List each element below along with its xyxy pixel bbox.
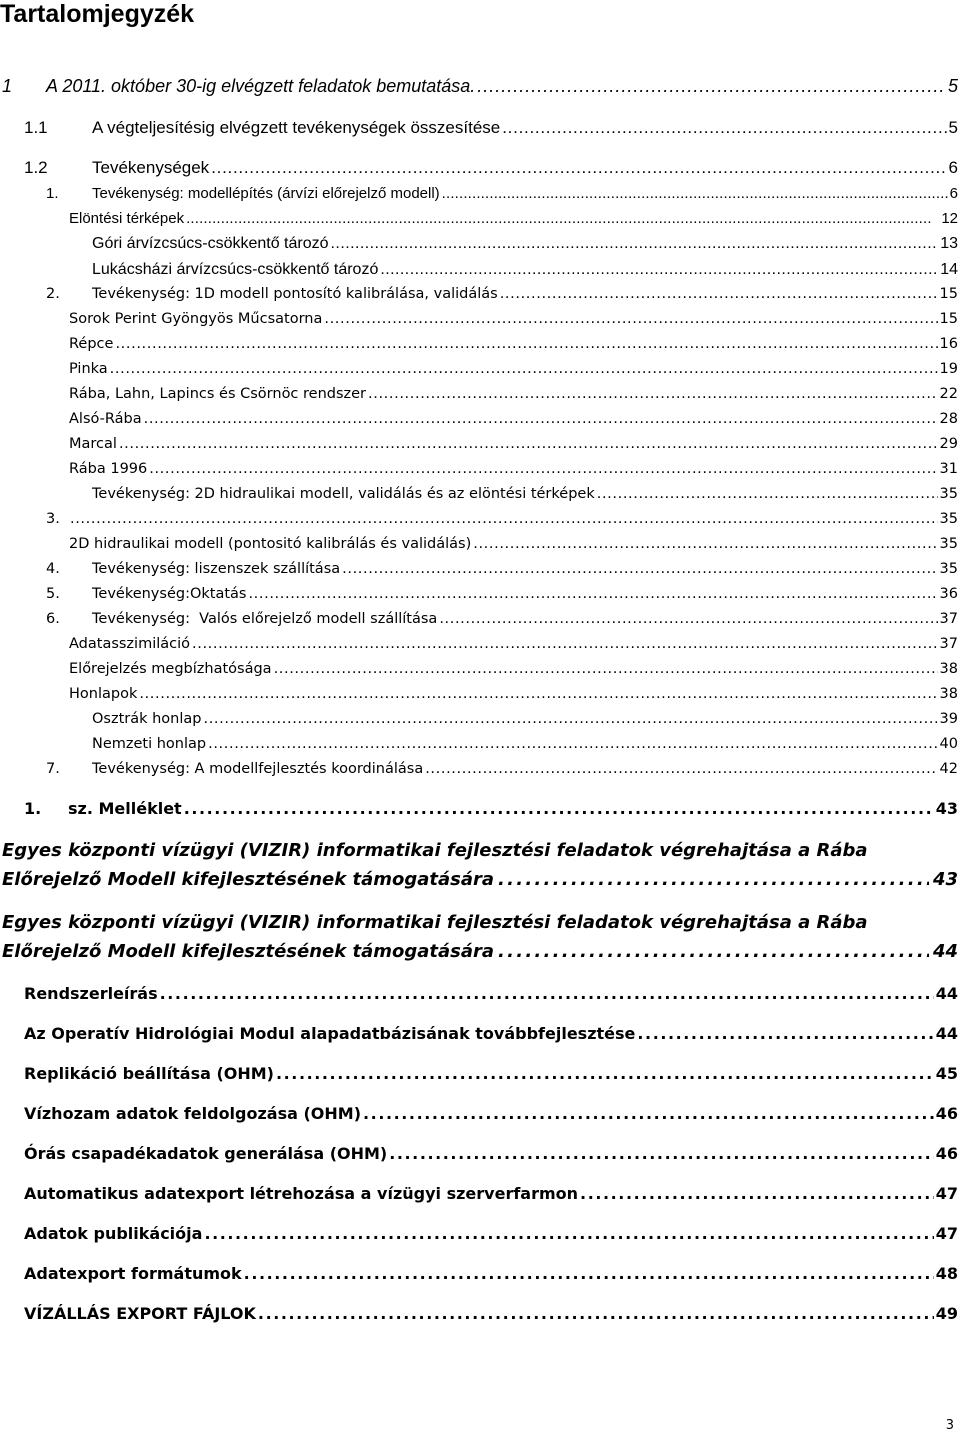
leader-dots <box>502 118 946 138</box>
toc-entry-page: 44 <box>935 1024 958 1043</box>
toc-entry-page: 47 <box>935 1184 958 1203</box>
toc-entry-page: 29 <box>939 436 958 452</box>
leader-dots <box>389 1144 934 1163</box>
leader-dots <box>204 1224 933 1243</box>
leader-dots <box>331 235 939 253</box>
toc-entry-number: 2. <box>46 286 60 302</box>
toc-entry-page: 47 <box>935 1224 958 1243</box>
toc-entry-label: Tevékenység: liszenszek szállítása <box>92 561 341 577</box>
toc-entry-label: Tevékenység: modellépítés (árvízi előrejelző modell) <box>92 185 440 202</box>
toc-entry[interactable] <box>24 1144 958 1163</box>
toc-entry-number: 1 <box>2 76 13 96</box>
toc-entry-label: Vízhozam adatok feldolgozása (OHM) <box>24 1104 362 1123</box>
toc-entry[interactable] <box>24 1104 958 1123</box>
toc-entry[interactable] <box>69 361 958 377</box>
toc-entry[interactable] <box>69 210 958 227</box>
toc-entry-page: 19 <box>939 361 958 377</box>
toc-entry-label: Tevékenység: 1D modell pontosító kalibrálása, validálás <box>92 286 498 302</box>
leader-dots <box>110 361 938 377</box>
leader-dots <box>498 937 929 966</box>
leader-dots <box>342 561 937 577</box>
toc-entry-page: 5 <box>947 76 958 96</box>
leader-dots <box>324 311 937 327</box>
toc-entry[interactable] <box>69 636 958 652</box>
toc-entry-label: Nemzeti honlap <box>92 736 207 752</box>
toc-entry[interactable] <box>69 436 958 452</box>
toc-entry[interactable] <box>24 984 958 1003</box>
toc-entry[interactable] <box>24 1264 958 1283</box>
toc-entry-number: 1. <box>46 185 59 202</box>
toc-entry-number: 1. <box>24 799 42 818</box>
leader-dots <box>580 1184 934 1203</box>
leader-dots <box>144 411 938 427</box>
toc-entry-line: Előrejelző Modell kifejlesztésének támogatására <box>2 941 495 962</box>
leader-dots <box>442 185 948 202</box>
leader-dots <box>149 461 937 477</box>
toc-entry-page: 42 <box>939 761 958 777</box>
toc-entry[interactable] <box>92 261 958 279</box>
toc-entry[interactable] <box>24 1064 958 1083</box>
toc-entry-page: 35 <box>939 561 958 577</box>
toc-entry-page: 35 <box>939 486 958 502</box>
toc-entry-page: 46 <box>935 1104 958 1123</box>
toc-entry-label: A végteljesítésig elvégzett tevékenységek összesítése <box>92 118 501 137</box>
toc-entry-page: 43 <box>932 869 958 890</box>
toc-entry[interactable] <box>46 185 958 202</box>
leader-dots <box>498 865 929 894</box>
toc-entry-number: 6. <box>46 611 60 627</box>
toc-entry[interactable] <box>24 799 958 818</box>
toc-entry-label: Automatikus adatexport létrehozása a vízügyi szerverfarmon <box>24 1184 579 1203</box>
leader-dots <box>380 261 938 279</box>
toc-entry-label: Adatasszimiláció <box>69 636 191 652</box>
page-title: Tartalomjegyzék <box>0 0 195 28</box>
toc-entry[interactable] <box>24 1224 958 1243</box>
leader-dots <box>119 436 938 452</box>
leader-dots <box>274 661 938 677</box>
leader-dots <box>160 984 934 1003</box>
toc-entry-label: VÍZÁLLÁS EXPORT FÁJLOK <box>24 1304 256 1323</box>
toc-entry-page: 43 <box>935 799 958 818</box>
toc-entry-page: 38 <box>939 686 958 702</box>
toc-entry-page: 14 <box>940 261 958 278</box>
toc-entry[interactable] <box>46 511 958 527</box>
toc-entry[interactable] <box>46 561 958 577</box>
toc-entry[interactable] <box>24 1184 958 1203</box>
leader-dots <box>637 1024 933 1043</box>
toc-entry-label: Rendszerleírás <box>24 984 158 1003</box>
toc-entry-label: Adatexport formátumok <box>24 1264 242 1283</box>
leader-dots <box>473 536 937 552</box>
toc-entry-label: Rába, Lahn, Lapincs és Csörnöc rendszer <box>69 386 367 402</box>
toc-entry-page: 40 <box>939 736 958 752</box>
leader-dots <box>211 158 946 178</box>
toc-entry-label: Tevékenység: 2D hidraulikai modell, validálás és az elöntési térképek <box>92 486 595 502</box>
toc-entry-label: Tevékenység:Oktatás <box>92 586 247 602</box>
leader-dots <box>368 386 938 402</box>
toc-entry-page: 5 <box>948 118 958 137</box>
toc-entry[interactable] <box>92 711 958 727</box>
toc-entry[interactable] <box>24 118 958 138</box>
leader-dots <box>204 711 938 727</box>
toc-entry[interactable] <box>92 736 958 752</box>
toc-entry-label: 2D hidraulikai modell (pontositó kalibrálás és validálás) <box>69 536 472 552</box>
leader-dots <box>184 799 934 818</box>
toc-entry-label: Góri árvízcsúcs-csökkentő tározó <box>92 235 329 252</box>
toc-entry-label: Sorok Perint Gyöngyös Műcsatorna <box>69 311 323 327</box>
toc-entry-label: Répce <box>69 336 114 352</box>
toc-entry-major[interactable] <box>2 908 958 966</box>
leader-dots <box>186 210 939 227</box>
toc-entry-page: 49 <box>935 1304 958 1323</box>
toc-entry-page: 22 <box>939 386 958 402</box>
toc-entry-label: Marcal <box>69 436 117 452</box>
leader-dots <box>439 611 937 627</box>
toc-entry-page: 37 <box>939 636 958 652</box>
toc-entry-line: Előrejelző Modell kifejlesztésének támogatására <box>2 869 495 890</box>
toc-entry-line: Egyes központi vízügyi (VIZIR) informatikai fejlesztési feladatok végrehajtása a Rába <box>2 840 868 861</box>
toc-entry-page: 13 <box>940 235 958 252</box>
leader-dots <box>192 636 938 652</box>
toc-entry-label: Előrejelzés megbízhatósága <box>69 661 272 677</box>
toc-entry[interactable] <box>69 686 958 702</box>
toc-entry-number: 1.1 <box>24 118 48 137</box>
toc-entry-page: 12 <box>941 210 958 227</box>
toc-entry[interactable] <box>2 76 958 97</box>
toc-entry[interactable] <box>69 311 958 327</box>
toc-entry[interactable] <box>24 158 958 178</box>
toc-entry[interactable] <box>24 1304 958 1323</box>
toc-entry[interactable] <box>69 336 958 352</box>
toc-entry[interactable] <box>92 486 958 502</box>
toc-entry-label: A 2011. október 30-ig elvégzett feladatok bemutatása. <box>46 76 476 96</box>
toc-entry-major[interactable] <box>2 836 958 894</box>
toc-entry-page: 6 <box>948 158 958 177</box>
toc-entry-label: sz. Melléklet <box>68 799 182 818</box>
toc-entry-page: 37 <box>939 611 958 627</box>
toc-entry[interactable] <box>46 761 958 777</box>
leader-dots <box>70 511 938 527</box>
toc-entry-label: Az Operatív Hidrológiai Modul alapadatbázisának továbbfejlesztése <box>24 1024 636 1043</box>
toc-entry-label: Órás csapadékadatok generálása (OHM) <box>24 1144 388 1163</box>
leader-dots <box>244 1264 934 1283</box>
leader-dots <box>425 761 937 777</box>
toc-entry-page: 16 <box>939 336 958 352</box>
page-number: 3 <box>945 1418 954 1433</box>
toc-entry[interactable] <box>24 1024 958 1043</box>
toc-entry-number: 5. <box>46 586 60 602</box>
toc-entry[interactable] <box>69 461 958 477</box>
toc-entry[interactable] <box>46 586 958 602</box>
toc-entry-page: 15 <box>939 286 958 302</box>
toc-entry-label: Rába 1996 <box>69 461 148 477</box>
toc-entry[interactable] <box>69 536 958 552</box>
toc-entry-page: 36 <box>939 586 958 602</box>
toc-entry-label: Tevékenység: A modellfejlesztés koordinálása <box>92 761 424 777</box>
leader-dots <box>258 1304 934 1323</box>
toc-entry-page: 45 <box>935 1064 958 1083</box>
toc-entry-label: Elöntési térképek <box>69 210 185 227</box>
toc-entry-page: 35 <box>939 536 958 552</box>
toc-entry[interactable] <box>69 661 958 677</box>
toc-entry[interactable] <box>69 386 958 402</box>
leader-dots <box>477 76 946 97</box>
toc-entry-label: Pinka <box>69 361 108 377</box>
toc-entry-page: 35 <box>939 511 958 527</box>
toc-entry-page: 6 <box>949 185 958 202</box>
leader-dots <box>363 1104 934 1123</box>
toc-entry-number: 1.2 <box>24 158 48 177</box>
toc-entry-label: Replikáció beállítása (OHM) <box>24 1064 274 1083</box>
toc-entry-page: 39 <box>939 711 958 727</box>
toc-entry[interactable] <box>69 411 958 427</box>
leader-dots <box>500 286 938 302</box>
toc-entry[interactable] <box>46 611 958 627</box>
toc-entry-page: 28 <box>939 411 958 427</box>
toc-entry-page: 31 <box>939 461 958 477</box>
toc-entry-label: Osztrák honlap <box>92 711 202 727</box>
leader-dots <box>276 1064 934 1083</box>
toc-entry-number: 4. <box>46 561 60 577</box>
toc-entry-label: Lukácsházi árvízcsúcs-csökkentő tározó <box>92 261 379 278</box>
leader-dots <box>597 486 938 502</box>
toc-entry-page: 15 <box>939 311 958 327</box>
leader-dots <box>248 586 937 602</box>
leader-dots <box>139 686 937 702</box>
toc-entry-page: 46 <box>935 1144 958 1163</box>
leader-dots <box>208 736 937 752</box>
toc-entry-label: Tevékenységek <box>92 158 210 177</box>
toc-entry-label: Tevékenység: Valós előrejelző modell szállítása <box>92 611 438 627</box>
toc-entry-page: 38 <box>939 661 958 677</box>
toc-entry[interactable] <box>46 286 958 302</box>
toc-entry[interactable] <box>92 235 958 253</box>
toc-entry-line: Egyes központi vízügyi (VIZIR) informatikai fejlesztési feladatok végrehajtása a Rába <box>2 912 868 933</box>
toc-entry-page: 44 <box>935 984 958 1003</box>
toc-entry-label: Alsó-Rába <box>69 411 142 427</box>
leader-dots <box>115 336 937 352</box>
toc-entry-number: 7. <box>46 761 60 777</box>
toc-entry-label: Adatok publikációja <box>24 1224 203 1243</box>
toc-entry-page: 44 <box>932 941 958 962</box>
toc-entry-page: 48 <box>935 1264 958 1283</box>
toc-entry-label: Honlapok <box>69 686 138 702</box>
toc-entry-number: 3. <box>46 511 60 527</box>
